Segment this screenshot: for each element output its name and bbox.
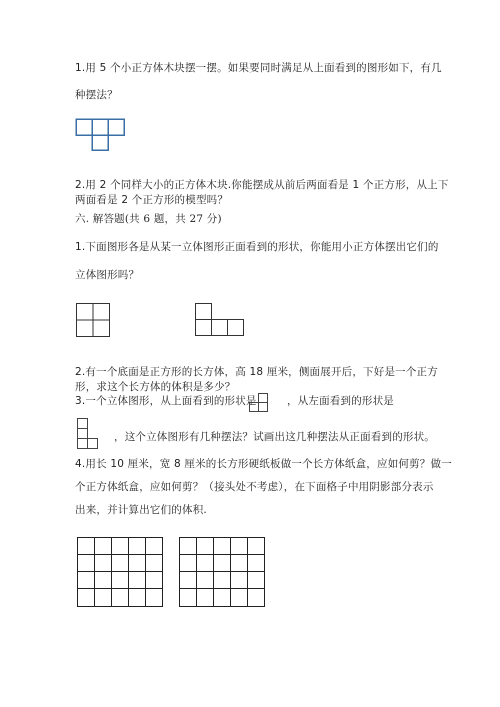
s4-grid-right <box>179 537 267 609</box>
s4-line1: 4.用长 10 厘米，宽 8 厘米的长方形硬纸板做一个长方体纸盒，应如何剪？做一 <box>75 458 452 470</box>
q2-line2: 两面看是 2 个正方形的模型吗？ <box>75 194 229 206</box>
s3-line1-part2: ，从左面看到的形状是 <box>287 395 394 407</box>
section-title: 六. 解答题(共 6 题，共 27 分) <box>75 213 222 225</box>
q1-top-view-figure <box>75 118 127 152</box>
s3-top-view-figure <box>249 393 271 413</box>
s1-figure-l-shape <box>195 303 247 339</box>
s2-line2: 形，求这个长方体的体积是多少？ <box>75 381 236 393</box>
s4-line3: 出来，并计算出它们的体积. <box>75 504 207 516</box>
s1-line1: 1.下面图形各是从某一立体图形正面看到的形状，你能用小正方体摆出它们的 <box>75 241 439 253</box>
s1-line2: 立体图形吗？ <box>75 269 140 281</box>
s3-left-view-figure <box>77 418 101 452</box>
q2-line1: 2.用 2 个同样大小的正方体木块.你能摆成从前后两面看是 1 个正方形，从上下 <box>75 179 449 191</box>
q1-line1: 1.用 5 个小正方体木块摆一摆。如果要同时满足从上面看到的图形如下，有几 <box>75 62 442 74</box>
s1-figure-square-2x2 <box>76 303 112 339</box>
q1-line2: 种摆法？ <box>75 89 118 101</box>
s4-grid-left <box>77 537 165 609</box>
s4-line2: 个正方体纸盒，应如何剪？（接头处不考虑），在下面格子中用阴影部分表示 <box>75 481 434 493</box>
s3-line2: ，这个立体图形有几种摆法？试画出这几种摆法从正面看到的形状。 <box>114 431 435 443</box>
s3-line1-part1: 3.一个立体图形，从上面看到的形状是 <box>75 395 257 407</box>
s2-line1: 2.有一个底面是正方形的长方体，高 18 厘米，侧面展开后，下好是一个正方 <box>75 366 438 378</box>
